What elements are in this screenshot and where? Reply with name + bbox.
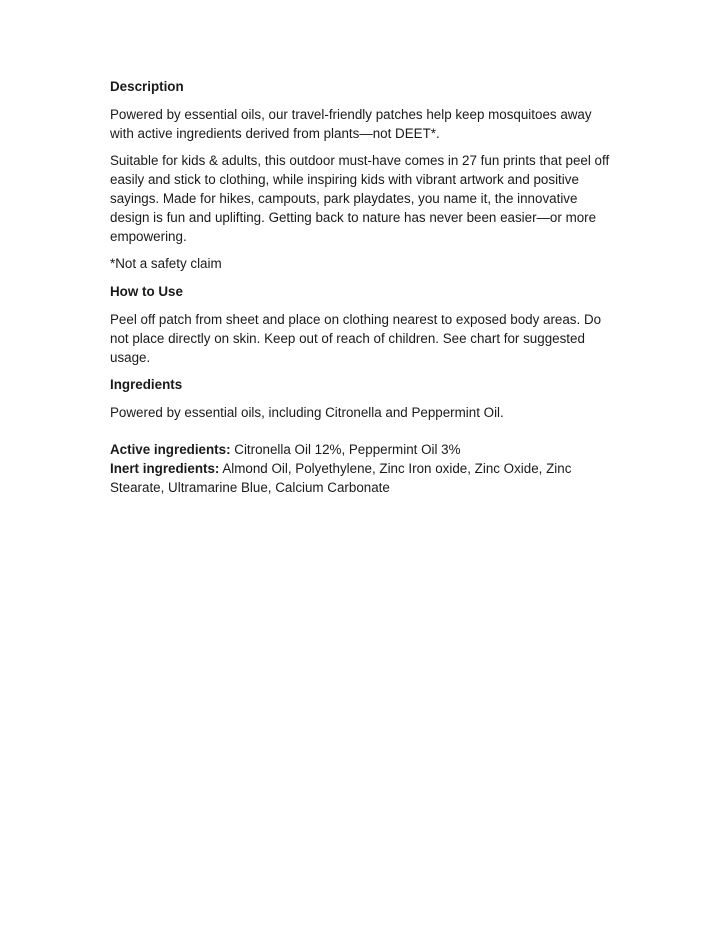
active-ingredients-value: Citronella Oil 12%, Peppermint Oil 3%: [230, 441, 461, 457]
inert-ingredients-label: Inert ingredients:: [110, 460, 220, 476]
ingredients-paragraph: Powered by essential oils, including Citronella and Peppermint Oil.: [110, 405, 504, 421]
description-heading: Description: [110, 79, 184, 94]
how-to-use-paragraph: Peel off patch from sheet and place on clothing nearest to exposed body areas. Do not place directly on skin. Keep out of reach of children. See chart for suggested usage.: [110, 311, 602, 365]
active-ingredients-label: Active ingredients:: [110, 441, 231, 457]
description-paragraph-1: Powered by essential oils, our travel-friendly patches help keep mosquitoes away with active ingredients derived from plants—not DEET*.: [110, 106, 592, 141]
description-paragraph-2: Suitable for kids & adults, this outdoor must-have comes in 27 fun prints that peel off easily and stick to clothing, while inspiring kids with vibrant artwork and positive sayings. Made for hikes, campouts, park playdates, you name it, the innovative design is fun and uplifting. Getting back to nature has never been easier—or more empowering.: [110, 153, 610, 244]
inert-ingredients-line: [110, 460, 615, 498]
ingredients-heading: Ingredients: [110, 377, 183, 393]
spacer: [110, 432, 615, 441]
document-page: [110, 78, 615, 497]
active-ingredients-line: [110, 441, 615, 460]
inert-ingredients-value: Almond Oil, Polyethylene, Zinc Iron oxide, Zinc Oxide, Zinc Stearate, Ultramarine Blue, Calcium Carbonate: [110, 460, 572, 495]
how-to-use-heading: How to Use: [110, 284, 183, 300]
description-footnote: *Not a safety claim: [110, 256, 222, 272]
